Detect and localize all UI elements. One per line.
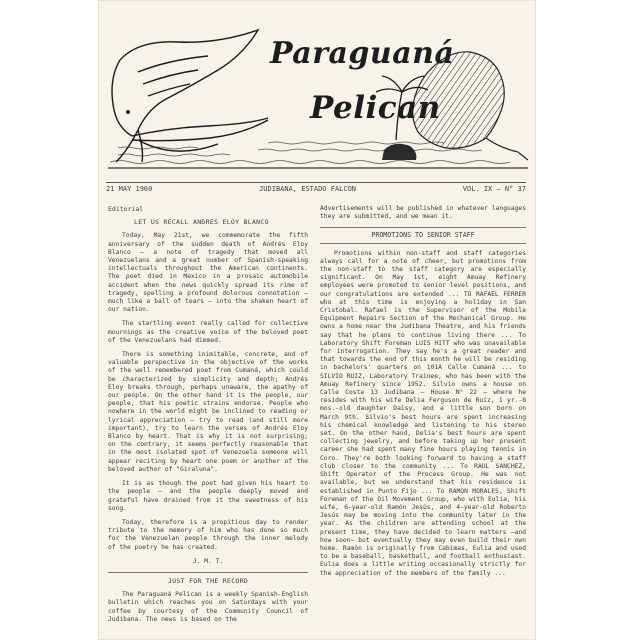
right-column [320,205,526,584]
pelican-illustration [98,0,536,178]
masthead-title-line1: Paraguaná [270,36,455,71]
masthead [98,0,536,178]
issue-volume: VOL. IX – N° 37 [462,185,526,193]
advertisement-note: Advertisements will be published in whatever languages they are submitted, and we mean it. [320,205,526,221]
record-headline: JUST FOR THE RECORD [168,576,249,585]
promotions-headline: PROMOTIONS TO SENIOR STAFF [320,227,526,243]
newsletter-page [98,0,536,640]
promotions-paragraph: Promotions within non-staff and staff categories always call for a note of cheer, but promotions from the non-staff to the staff category are especially significant. On May 1st, eight Amuay Refinery employees were promoted to senior level positions, and our congratulations are extended ... TO RAFAEL FERRER who at this time is enjoying a holiday in San Cristobal. Rafael is the Supervisor of the Mobile Equipment Repairs Section of the Mechanical Group. He owns a home near the Judibana Theatre, and his friends say that he plans to continue living there ... To Laboratory Shift Foreman LUIS HITT who was unavailable for interrogation. They say he's a great reader and that towards the end of this month he will be residing in bachelors' quarters on 101A Calle Cumaná ... to SILVIO RUIZ, Laboratory Trainee, who has been with the Amuay Refinery since 1952. Silvio owns a house on Calle Costa 13 Judibana – House N° 22 – where he resides with his wife Delia Ferguson de Ruiz, 1 yr.-8 mos.-old daughter Daisy, and a little son born on March 9th. Silvio's best hours are spent increasing his chemical knowledge and listening to his stereo set. On the other hand, Delia's best hours are spent collecting jewelry, and before taking up her present career she had spent many fine hours playing tennis in Coro. They're both looking forward to having a staff club closer to the community ... To RAUL SANCHEZ, Shift Operator of the Process Group. He was not available, but we understand that his residence is established in Punto Fijo ... To RAMON MORALES, Shift Foreman of the Oil Movement Group, who with Eulia, his wife, 6-year-old Ramón Jesús, and 4-year-old Roberto Jesús may be moving into the community later in the year. As the children are attending school at the present time, they have decided to learn matters –and how soon– but eventually they may even build their own home. Ramón is originally from Cabimas, Eulia and used to be a baseball, basketball, and football enthusiast. Eulia does a little writing occasionally strictly for the appreciation of the members of the family ... [320,249,526,577]
section-label: Editorial [108,205,144,213]
editorial-paragraph: The startling event really called for collective mournings as the creative voice of the beloved poet of the Venezuelans had dimmed. [108,320,308,344]
divider [108,572,308,573]
editorial-signature: J. M. T. [192,557,224,565]
dateline [106,182,526,193]
editorial-paragraph: Today, therefore is a propitious day to render tribute to the memory of him who has done so much for the Venezuelan people through the inner melody of the poetry he has created. [108,518,308,551]
record-paragraph: The Paraguaná Pelican is a weekly Spanish-English bulletin which reaches you on Saturdays with your coffee by courtesy of the Community Council of Judibana. The news is based on the [108,591,308,623]
editorial-paragraph: Today, May 21st, we commemorate the fifth anniversary of the sudden death of Andrés Eloy Blanco – a note of tragedy that moved all Venezuelans and a great number of Spanish-speaking intellectuals throughout the American continents. The poet died in Mexico in a prosaic automobile accident when the news quickly spread its rime of tragedy, spelling a profound dolorous connotation – much like a ball of tears – into the shaken heart of our nation. [108,232,308,314]
editorial-paragraph: It is as though the poet had given his heart to the people – and the people deeply moved and grateful have drained from it the sweetness of his song. [108,480,308,512]
editorial-headline: LET US RECALL ANDRES ELOY BLANCO [134,218,269,227]
editorial-paragraph: There is something inimitable, concrete, and of valuable perspective in the objective of the works of the well remembered poet from Cumaná, which could be characterized by simplicity and depth; Andrés Eloy breaks through, perhaps unaware, the apathy of our people. On the other hand it is the people, our people, that his poetic strains endorse. People who nowhere in the world might be inclined to reading or lyrical appreciation – try to read (and still more important), try to learn the verses of Andrés Eloy Blanco by heart. That is why it is not surprising; on the contrary, it seems perfectly reasonable that in the most isolated spot of Venezuela someone will appear reciting by heart one poem or another of the beloved author of "Giraluna". [108,351,308,473]
issue-date: 21 MAY 1960 [106,185,153,193]
left-column [108,205,308,630]
issue-place: JUDIBANA, ESTADO FALCON [259,185,357,193]
masthead-title-line2: Pelican [310,90,441,126]
